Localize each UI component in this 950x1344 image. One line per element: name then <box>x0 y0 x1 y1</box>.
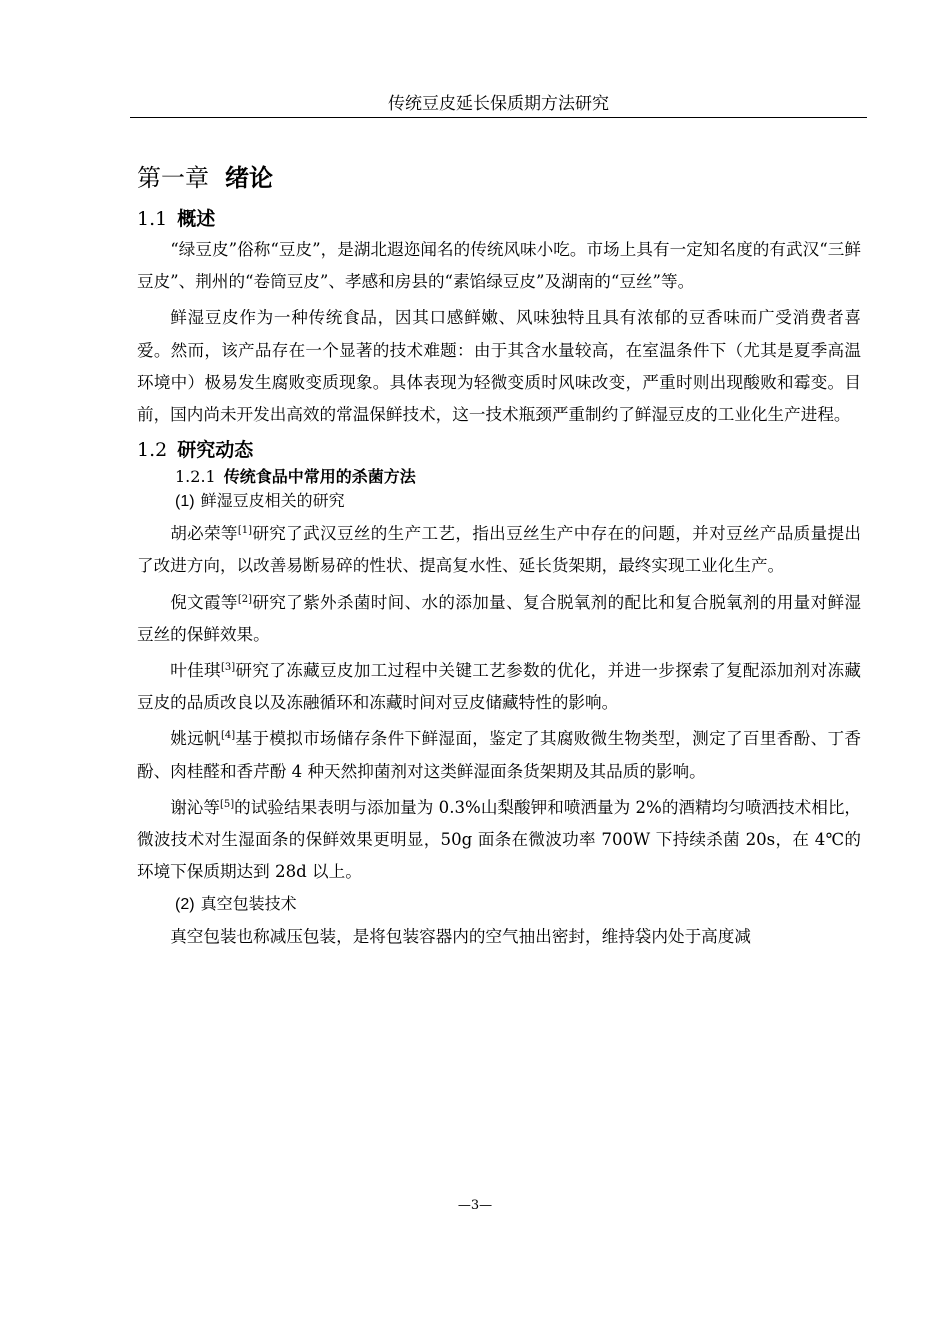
paragraph-text: 研究了武汉豆丝的生产工艺，指出豆丝生产中存在的问题，并对豆丝产品质量提出了改进方向，以改善易断易碎的性状、提高复水性、延长货架期，最终实现工业化生产。 <box>137 524 862 576</box>
paragraph <box>137 792 861 889</box>
paragraph: 鲜湿豆皮作为一种传统食品，因其口感鲜嫩、风味独特且具有浓郁的豆香味而广受消费者喜爱。然而，该产品存在一个显著的技术难题：由于其含水量较高，在室温条件下（尤其是夏季高温环境中）极易发生腐败变质现象。具体表现为轻微变质时风味改变，严重时则出现酸败和霉变。目前，国内尚未开发出高效的常温保鲜技术，这一技术瓶颈严重制约了鲜湿豆皮的工业化生产进程。 <box>137 308 861 425</box>
paragraph <box>137 655 861 719</box>
paragraph <box>137 723 861 787</box>
paragraph-text: 胡必荣等 <box>170 524 238 544</box>
paragraph-text: 基于模拟市场储存条件下鲜湿面，鉴定了其腐败微生物类型，测定了百里香酚、丁香酚、肉桂醛和香芹酚 4 种天然抑菌剂对这类鲜湿面条货架期及其品质的影响。 <box>137 729 861 781</box>
citation: [4] <box>220 730 236 742</box>
paragraph-text: 倪文霞等 <box>170 592 238 612</box>
item-title: 鲜湿豆皮相关的研究 <box>200 491 345 511</box>
citation: [3] <box>220 662 236 674</box>
item-heading-1 <box>175 489 861 514</box>
paragraph-text: 的试验结果表明与添加量为 0.3%山梨酸钾和喷洒量为 2%的酒精均匀喷洒技术相比，微波技术对生湿面条的保鲜效果更明显，50g 面条在微波功率 700W 下持续杀菌 20s，在 4℃的环境下保质期达到 28d 以上。 <box>137 797 862 882</box>
section-title: 概述 <box>177 208 216 230</box>
subsection-title: 传统食品中常用的杀菌方法 <box>223 467 416 487</box>
section-title: 研究动态 <box>177 439 254 462</box>
paragraph: “绿豆皮”俗称“豆皮”，是湖北遐迩闻名的传统风味小吃。市场上具有一定知名度的有武汉“三鲜豆皮”、荆州的“卷筒豆皮”、孝感和房县的“素馅绿豆皮”及湖南的“豆丝”等。 <box>137 240 861 292</box>
section-heading-1-1 <box>137 204 861 234</box>
citation: [1] <box>237 525 253 537</box>
citation: [5] <box>220 798 235 810</box>
chapter-number: 第一章 <box>137 164 209 192</box>
paragraph <box>137 921 861 953</box>
subsection-number: 1.2.1 <box>175 467 216 487</box>
section-number: 1.2 <box>137 439 168 462</box>
paragraph-text: 谢沁等 <box>170 797 220 817</box>
chapter-heading <box>137 156 861 200</box>
chapter-title: 绪论 <box>225 164 273 192</box>
paragraph-text: 姚远帆 <box>170 729 221 749</box>
paragraph <box>137 587 861 651</box>
section-heading-1-2 <box>137 435 861 465</box>
running-header: 传统豆皮延长保质期方法研究 <box>130 93 867 118</box>
page-body <box>137 150 861 954</box>
item-number: (2) <box>175 896 195 914</box>
item-number: (1) <box>175 493 195 511</box>
item-title: 真空包装技术 <box>200 894 297 914</box>
paragraph-text: 研究了冻藏豆皮加工过程中关键工艺参数的优化，并进一步探索了复配添加剂对冻藏豆皮的品质改良以及冻融循环和冻藏时间对豆皮储藏特性的影响。 <box>137 661 861 713</box>
section-number: 1.1 <box>137 208 168 230</box>
page-number: —3— <box>457 1198 493 1213</box>
item-heading-2 <box>175 892 861 917</box>
paragraph-text: 研究了紫外杀菌时间、水的添加量、复合脱氧剂的配比和复合脱氧剂的用量对鲜湿豆丝的保鲜效果。 <box>137 592 862 644</box>
subsection-heading-1-2-1 <box>175 465 861 489</box>
paragraph-text: 真空包装也称减压包装，是将包装容器内的空气抽出密封，维持袋内处于高度减 <box>170 927 751 947</box>
citation: [2] <box>237 593 253 605</box>
paragraph-text: 叶佳琪 <box>170 661 221 681</box>
paragraph <box>137 518 861 582</box>
